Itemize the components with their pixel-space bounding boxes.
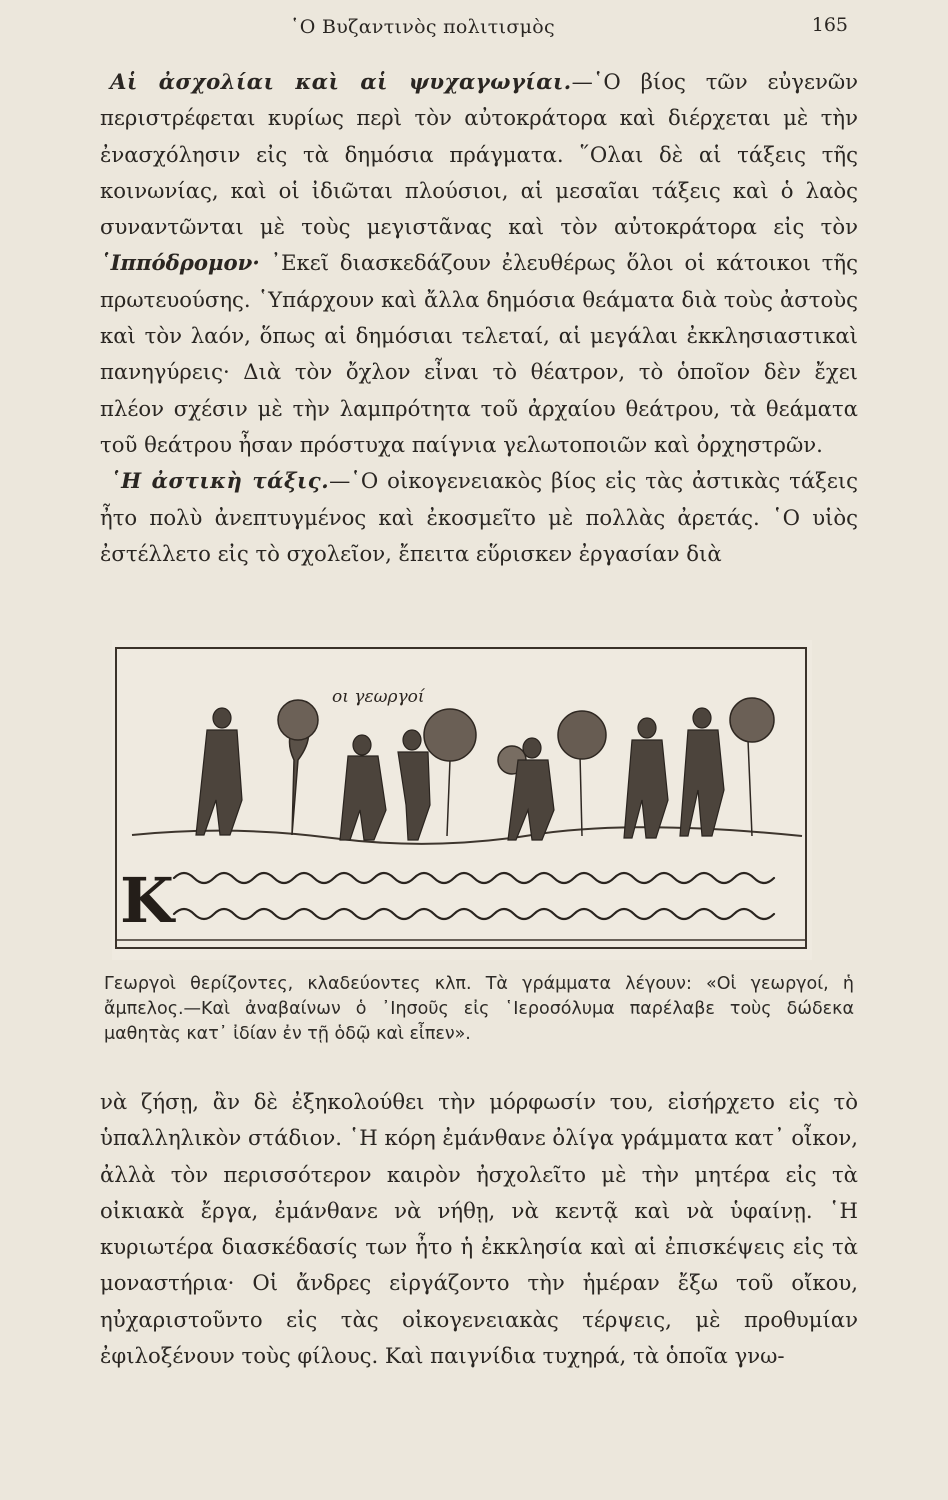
paragraph-text: —῾Ο οἰκογενειακὸς βίος εἰς τὰς ἀστικὰς τάξεις ἦτο πολὺ ἀνεπτυγμένος καὶ ἐκοσμεῖτο μὲ πολλὰς ἀρετάς. ῾Ο υἱὸς ἐστέλλετο εἰς τὸ σχολεῖον, ἔπειτα εὕρισκεν ἐργασίαν διὰ	[100, 468, 858, 566]
page-number: 165	[811, 14, 848, 36]
section-heading-urban-class: ῾Η ἀστικὴ τάξις.	[110, 468, 330, 494]
paragraph-text-continued: ᾿Εκεῖ διασκεδάζουν ἐλευθέρως ὅλοι οἱ κάτοικοι τῆς πρωτευούσης. ῾Υπάρχουν καὶ ἄλλα δημόσια θεάματα διὰ τοὺς ἀστοὺς καὶ τὸν λαόν, ὅπως αἱ δημόσιαι τελεταί, αἱ μεγάλαι ἐκκλησιαστικαὶ πανηγύρεις· Διὰ τὸν ὄχλον εἶναι τὸ θέατρον, τὸ ὁποῖον δὲν ἔχει πλέον σχέσιν μὲ τὴν λαμπρότητα τοῦ ἀρχαίου θεάτρου, τὰ θεάματα τοῦ θεάτρου ἦσαν πρόστυχα παίγνια γελωτοποιῶν καὶ ὀρχηστρῶν.	[100, 250, 858, 457]
emphasized-term: ῾Ιππόδρομον·	[100, 250, 260, 276]
manuscript-initial: Κ	[120, 864, 174, 937]
paragraph-amusements	[100, 64, 858, 463]
paragraph-continuation: νὰ ζήσῃ, ἂν δὲ ἐξηκολούθει τὴν μόρφωσίν του, εἰσήρχετο εἰς τὸ ὑπαλληλικὸν στάδιον. ῾Η κόρη ἐμάνθανε ὀλίγα γράμματα κατ᾿ οἶκον, ἀλλὰ τὸν περισσότερον καιρὸν ἠσχολεῖτο μὲ τὴν μητέρα εἰς τὰ οἰκιακὰ ἔργα, ἐμάνθανε νὰ νήθῃ, νὰ κεντᾷ καὶ νὰ ὑφαίνῃ. ῾Η κυριωτέρα διασκέδασίς των ἦτο ἡ ἐκκλησία καὶ αἱ ἐπισκέψεις εἰς τὰ μοναστήρια· Οἱ ἄνδρες εἰργάζοντο τὴν ἡμέραν ἔξω τοῦ οἴκου, ηὐχαριστοῦντο εἰς τὰς οἰκογενειακὰς τέρψεις, μὲ προθυμίαν ἐφιλοξένουν τοὺς φίλους. Καὶ παιγνίδια τυχηρά, τὰ ὁποῖα γνω-	[100, 1089, 858, 1369]
running-header	[100, 10, 848, 44]
section-heading-amusements: Αἱ ἀσχολίαι καὶ αἱ ψυχαγωγίαι.	[110, 69, 572, 94]
paragraph-urban-class	[100, 463, 858, 572]
top-text-block	[100, 64, 858, 572]
running-title: ῾Ο Βυζαντινὸς πολιτισμὸς	[290, 16, 555, 38]
manuscript-label: οι γεωργοί	[332, 687, 425, 707]
paragraph-text: —῾Ο βίος τῶν εὐγενῶν περιστρέφεται κυρίως περὶ τὸν αὐτοκράτορα καὶ διέρχεται μὲ τὴν ἐνασχόλησιν εἰς τὰ δημόσια πράγματα. ῞Ολαι δὲ αἱ τάξεις τῆς κοινωνίας, καὶ οἱ ἰδιῶται πλούσιοι, αἱ μεσαῖαι τάξεις καὶ ὁ λαὸς συναντῶνται μὲ τοὺς μεγιστᾶνας καὶ τὸν αὐτοκράτορα εἰς τὸν	[100, 69, 858, 240]
figure-caption: Γεωργοὶ θερίζοντες, κλαδεύοντες κλπ. Τὰ γράμματα λέγουν: «Οἱ γεωργοί, ἡ ἄμπελος.—Καὶ ἀναβαίνων ὁ ᾿Ιησοῦς εἰς ῾Ιεροσόλυμα παρέλαβε τοὺς δώδεκα μαθητὰς κατ᾿ ἰδίαν ἐν τῇ ὁδῷ καὶ εἶπεν».	[104, 974, 854, 1044]
manuscript-illustration	[112, 640, 812, 960]
manuscript-drawing	[112, 640, 812, 960]
bottom-text-block	[100, 1084, 858, 1374]
